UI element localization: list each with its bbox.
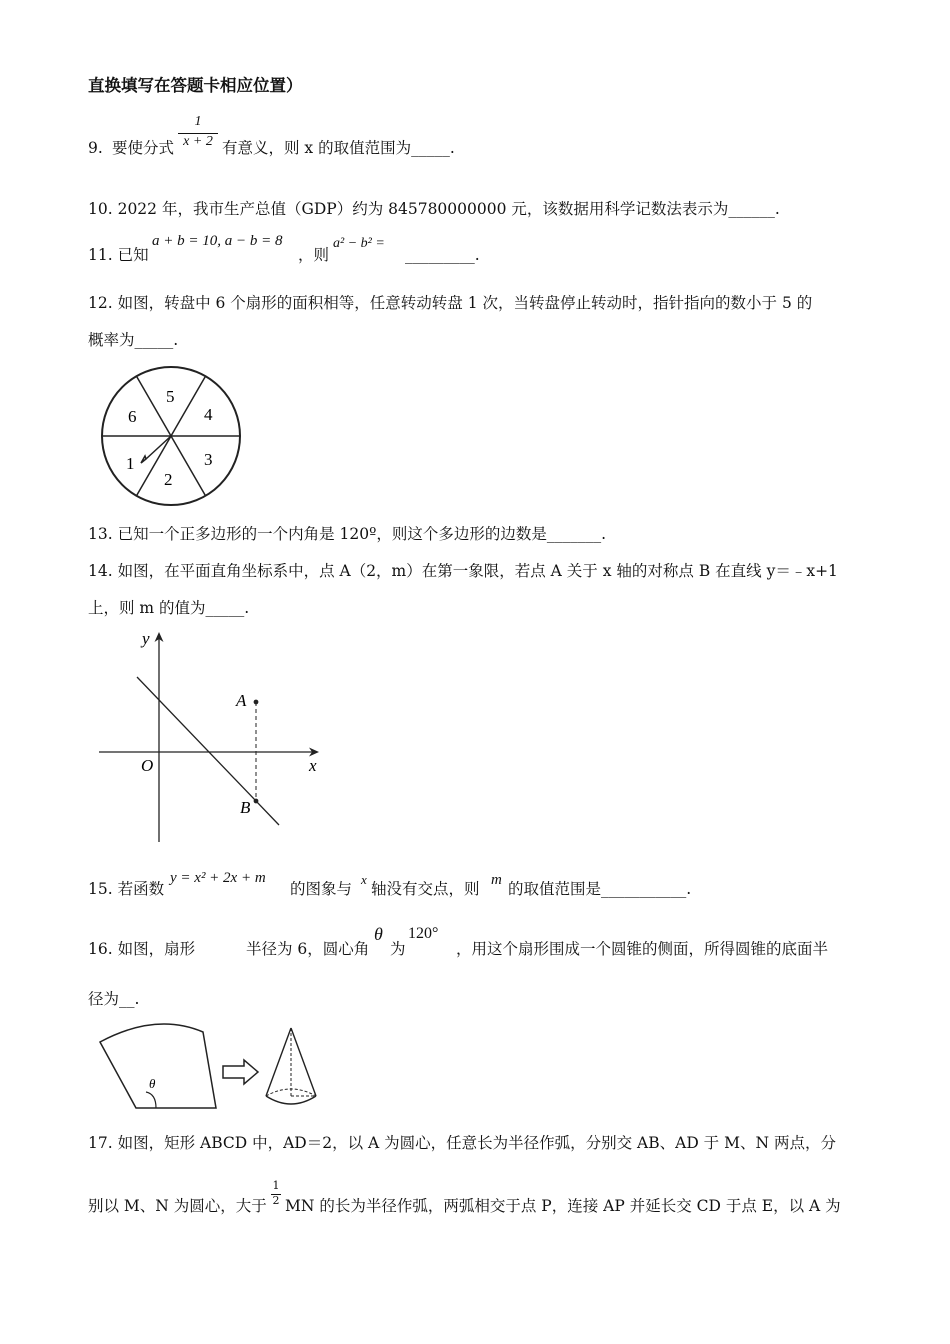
x-axis-label: x <box>309 756 317 775</box>
q15-variable: m <box>491 872 502 888</box>
q9-number: 9. <box>88 139 103 157</box>
q17-line-2-suffix: MN 的长为半径作弧，两弧相交于点 P，连接 AP 并延长交 CD 于点 E，以 A 为 <box>285 1197 841 1215</box>
question-12-line-1: 12. 如图，转盘中 6 个扇形的面积相等，任意转动转盘 1 次，当转盘停止转动时，指针指向的数小于 5 的 <box>88 294 813 312</box>
q11-condition: a + b = 10, a − b = 8 <box>152 233 283 249</box>
q16-theta: θ <box>374 924 383 944</box>
question-13: 13. 已知一个正多边形的一个内角是 120º，则这个多边形的边数是_______. <box>88 525 607 543</box>
spinner-divider-right-lower <box>171 436 206 496</box>
q16-middle-2: 为 <box>390 940 406 958</box>
q16-suffix: ，用这个扇形围成一个圆锥的侧面，所得圆锥的底面半 <box>456 940 829 958</box>
q15-prefix: 15. 若函数 <box>88 880 165 898</box>
cone-right-side <box>291 1028 316 1096</box>
q16-angle: 120° <box>408 925 439 942</box>
spinner-pointer <box>141 436 171 463</box>
point-b-dot <box>254 799 259 804</box>
point-a-dot <box>254 700 259 705</box>
sector-label-1: 1 <box>126 454 135 473</box>
q16-line-2: 径为__. <box>88 990 140 1008</box>
point-b-label: B <box>240 798 251 817</box>
coordinate-figure <box>95 628 335 848</box>
sector-label-3: 3 <box>204 450 213 469</box>
transform-arrow-icon <box>223 1060 258 1084</box>
q9-prefix: 要使分式 <box>112 139 175 157</box>
sector-label-6: 6 <box>128 407 137 426</box>
cone-left-side <box>266 1028 291 1096</box>
sector-shape <box>100 1024 216 1108</box>
q17-fraction-numerator: 1 <box>272 1179 280 1192</box>
sector-label-4: 4 <box>204 405 213 424</box>
angle-arc <box>146 1092 156 1108</box>
question-12-line-2: 概率为_____. <box>88 331 179 349</box>
q11-blank: _________. <box>405 246 480 264</box>
question-14-line-2: 上，则 m 的值为_____. <box>88 599 250 617</box>
q15-middle-2: 轴没有交点，则 <box>371 880 480 898</box>
q11-prefix: 11. 已知 <box>88 246 149 264</box>
question-14-line-1: 14. 如图，在平面直角坐标系中，点 A（2，m）在第一象限，若点 A 关于 x 轴的对称点 B 在直线 y＝﹣x+1 <box>88 562 838 580</box>
origin-label: O <box>141 756 154 775</box>
point-a-label: A <box>236 691 247 710</box>
q16-middle-1: 半径为 6，圆心角 <box>246 940 370 958</box>
q15-axis: x <box>361 872 367 887</box>
q15-function: y = x² + 2x + m <box>170 870 266 886</box>
q17-fraction-denominator: 2 <box>272 1194 280 1207</box>
q9-fraction-numerator: 1 <box>194 114 202 129</box>
question-10: 10. 2022 年，我市生产总值（GDP）约为 845780000000 元，该数据用科学记数法表示为______. <box>88 200 780 218</box>
line-y-equals-neg-x-plus-1 <box>137 677 279 825</box>
q16-prefix: 16. 如图，扇形 <box>88 940 196 958</box>
section-header: 直换填写在答题卡相应位置） <box>88 76 303 95</box>
sector-label-2: 2 <box>164 470 173 489</box>
q15-suffix: 的取值范围是___________. <box>508 880 692 898</box>
q11-middle: ，则 <box>298 246 330 264</box>
q15-middle-1: 的图象与 <box>290 880 353 898</box>
sector-label-5: 5 <box>166 387 175 406</box>
q11-expression: a² − b² = <box>333 236 385 251</box>
spinner-figure <box>100 366 250 506</box>
cone-base-front <box>266 1096 316 1104</box>
q9-suffix: 有意义，则 x 的取值范围为_____. <box>222 139 455 157</box>
sector-cone-figure <box>98 1024 338 1114</box>
q9-fraction <box>178 114 218 150</box>
q9-fraction-denominator: x + 2 <box>178 133 218 150</box>
question-17-line-1: 17. 如图，矩形 ABCD 中，AD＝2，以 A 为圆心，任意长为半径作弧，分别交 AB、AD 于 M、N 两点，分 <box>88 1134 836 1152</box>
spinner-divider-left-upper <box>137 376 172 436</box>
q17-line-2-prefix: 别以 M、N 为圆心，大于 <box>88 1197 267 1215</box>
sector-angle-label: θ <box>149 1076 156 1091</box>
y-axis-label: y <box>142 629 150 648</box>
q17-fraction <box>271 1180 281 1207</box>
spinner-divider-right-upper <box>171 376 206 436</box>
